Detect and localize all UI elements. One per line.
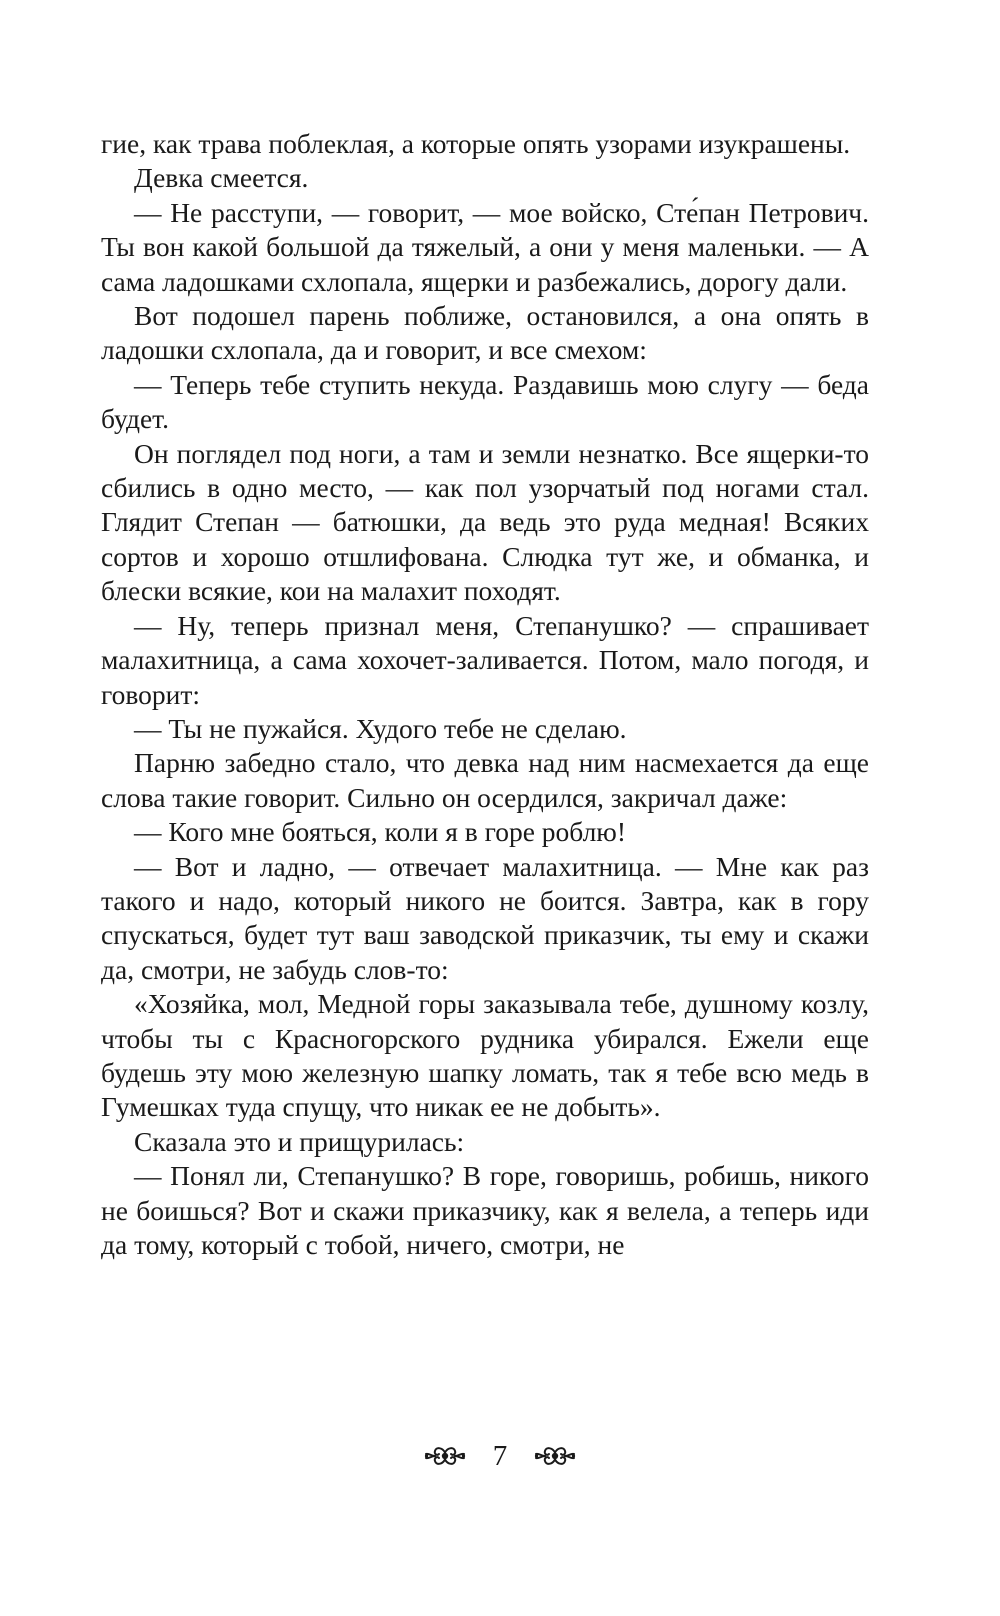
page-footer — [0, 1436, 1000, 1476]
page-number: 7 — [492, 1439, 508, 1472]
paragraph-2: Девка смеется. — [134, 162, 309, 194]
fleuron-ornament-right-icon — [533, 1444, 577, 1468]
paragraph-10: — Кого мне бояться, коли я в горе роблю! — [134, 816, 627, 848]
paragraph-12: «Хозяйка, мол, Медной горы заказывала тебе, душному козлу, чтобы ты с Красногорского рудника убирался. Ежели еще будешь эту мою железную шапку ломать, так я тебе всю медь в Гумешках туда спущу, что никак ее не добыть». — [101, 988, 869, 1123]
paragraph-5: — Теперь тебе ступить некуда. Раздавишь мою слугу — беда будет. — [101, 368, 869, 435]
paragraph-11: — Вот и ладно, — отвечает малахитница. — Мне как раз такого и надо, который никого не боится. Завтра, как в гору спускаться, будет тут ваш заводской приказчик, ты ему и скажи да, смотри, не забудь слов-то: — [101, 850, 869, 985]
paragraph-8: — Ты не пужайся. Худого тебе не сделаю. — [134, 712, 627, 744]
paragraph-9: Парню забедно стало, что девка над ним насмехается да еще слова такие говорит. Сильно он осердился, закричал даже: — [101, 747, 869, 813]
paragraph-6: Он поглядел под ноги, а там и земли незнатко. Все ящерки-то сбились в одно место, — как пол узорчатый под ногами стал. Глядит Степан — батюшки, да ведь это руда медная! Всяких сортов и хорошо отшлифована. Слюдка тут же, и обманка, и блески всякие, кои на малахит походят. — [101, 437, 869, 607]
paragraph-4: Вот подошел парень поближе, остановился, а она опять в ладошки схлопала, да и говорит, и все смехом: — [101, 300, 869, 366]
paragraph-7: — Ну, теперь признал меня, Степанушко? — спрашивает малахитница, а сама хохочет-заливается. Потом, мало погодя, и говорит: — [101, 609, 869, 710]
body-text — [101, 127, 869, 1262]
fleuron-ornament-left-icon — [423, 1444, 467, 1468]
paragraph-1: гие, как трава поблеклая, а которые опять узорами изукрашены. — [101, 128, 851, 159]
paragraph-14: — Понял ли, Степанушко? В горе, говоришь, робишь, никого не боишься? Вот и скажи приказчику, как я велела, а теперь иди да тому, который с тобой, ничего, смотри, не — [101, 1160, 869, 1260]
paragraph-13: Сказала это и прищурилась: — [134, 1125, 465, 1157]
paragraph-3: — Не расступи, — говорит, — мое войско, Сте́пан Петрович. Ты вон какой большой да тяжелый, а они у меня маленьки. — А сама ладошками схлопала, ящерки и разбежались, дорогу дали. — [101, 196, 869, 297]
